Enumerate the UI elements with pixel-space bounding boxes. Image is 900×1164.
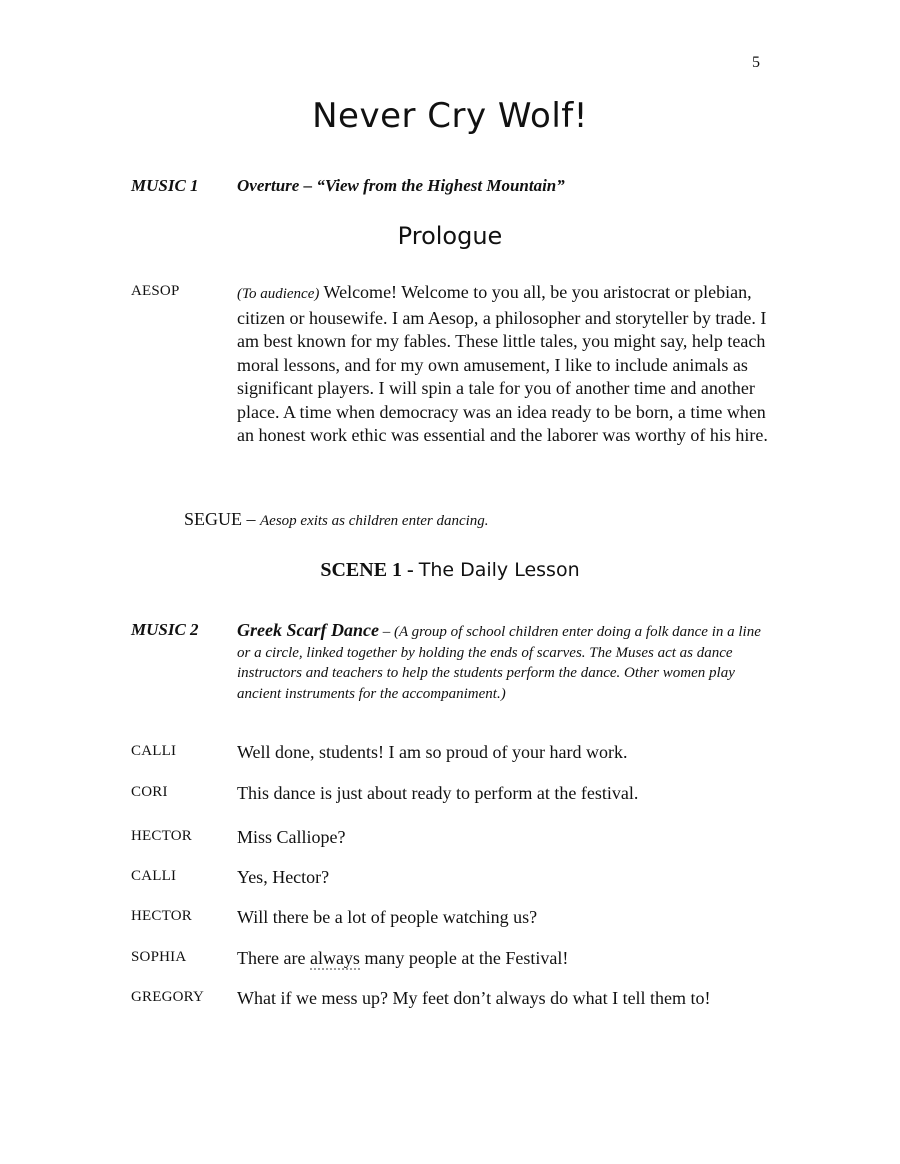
speaker-name: GREGORY	[131, 989, 205, 1005]
speaker-name: SOPHIA	[131, 949, 187, 965]
dialogue-text	[237, 947, 771, 971]
speaker-name: HECTOR	[131, 828, 192, 844]
dialogue-text: Miss Calliope?	[237, 827, 346, 847]
music-song-title: Greek Scarf Dance	[237, 620, 379, 640]
play-title: Never Cry Wolf!	[312, 96, 588, 136]
speaker-name: CALLI	[131, 868, 177, 884]
dialogue-text: Will there be a lot of people watching us?	[237, 907, 538, 927]
dialogue-speech: many people at the Festival!	[359, 948, 569, 968]
scene-number: SCENE 1 -	[320, 559, 419, 581]
music-song-title: Overture – “View from the Highest Mountain”	[237, 176, 565, 195]
dialogue-text: What if we mess up? My feet don’t always do what I tell them to!	[237, 988, 711, 1008]
segue-label: SEGUE –	[184, 509, 260, 529]
stage-direction: Aesop exits as children enter dancing.	[260, 513, 489, 529]
dialogue-speech: Welcome! Welcome to you all, be you aristocrat or plebian, citizen or housewife. I am Aesop, a philosopher and storyteller by trade. I am best known for my fables. These little tales, you might say, help teach moral lessons, and for my own amusement, I like to include animals as significant players. I will spin a tale for you of another time and another place. A time when democracy was an idea ready to be born, a time when an honest work ethic was essential and the laborer was worthy of his hire.	[237, 282, 768, 445]
speaker-name: HECTOR	[131, 908, 192, 924]
dialogue-text	[237, 281, 771, 448]
prologue-heading: Prologue	[397, 222, 503, 250]
dialogue-speech: There are	[237, 948, 310, 968]
music-cue-body	[237, 620, 771, 704]
spellcheck-underlined-word: always	[309, 948, 360, 968]
scene-heading	[0, 559, 900, 582]
music-cue-label: MUSIC 1	[131, 176, 199, 195]
stage-direction: (To audience)	[237, 286, 320, 302]
speaker-name: CALLI	[131, 743, 177, 759]
scene-title: The Daily Lesson	[418, 559, 580, 581]
segue-line	[184, 509, 489, 530]
music-cue-label: MUSIC 2	[131, 620, 199, 639]
dialogue-text: Well done, students! I am so proud of your hard work.	[237, 742, 628, 762]
speaker-name: CORI	[131, 784, 168, 800]
dialogue-text: This dance is just about ready to perform at the festival.	[237, 783, 639, 803]
page-number: 5	[752, 54, 760, 71]
speaker-name: AESOP	[131, 283, 180, 299]
stage-direction: – (A group of school children enter doing a folk dance in a line or a circle, linked together by holding the ends of scarves. The Muses act as dance instructors and teachers to help the students perform the dance. Other women play ancient instruments for the accompaniment.)	[237, 624, 761, 702]
dialogue-text: Yes, Hector?	[237, 867, 330, 887]
